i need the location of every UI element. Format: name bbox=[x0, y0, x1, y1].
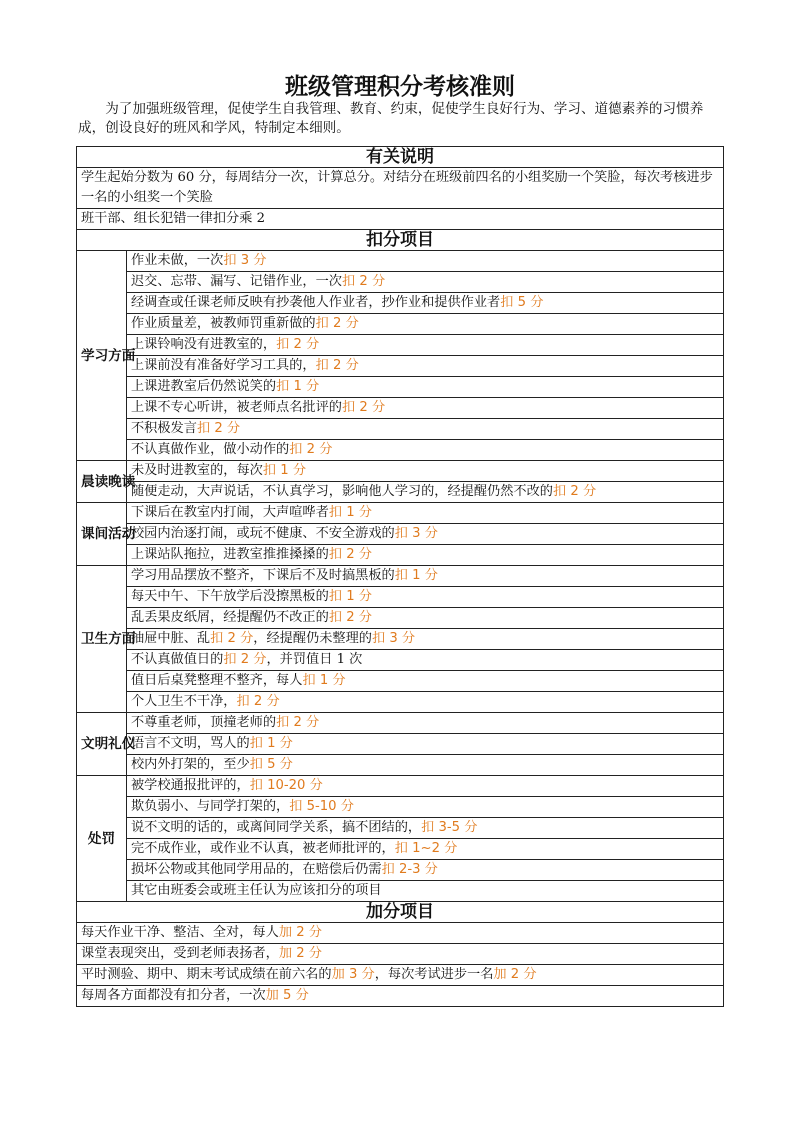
deduction-row bbox=[77, 713, 724, 734]
category-label: 课间活动 bbox=[77, 503, 127, 566]
rule-points: 扣 1 分 bbox=[328, 589, 372, 604]
rule-text: 作业未做，一次 bbox=[131, 253, 224, 268]
addition-rule bbox=[77, 923, 724, 944]
deduction-rule bbox=[127, 251, 724, 272]
rule-points: 扣 3 分 bbox=[394, 526, 438, 541]
rule-points: 扣 2 分 bbox=[276, 715, 320, 730]
addition-row bbox=[77, 965, 724, 986]
rule-points: 加 2 分 bbox=[278, 925, 322, 940]
rule-points: 扣 2 分 bbox=[342, 400, 386, 415]
rule-points: 扣 1 分 bbox=[302, 673, 346, 688]
rules-table bbox=[76, 146, 724, 1007]
rule-suffix: ，每次考试进步一名 bbox=[374, 967, 494, 982]
deduction-rule bbox=[127, 629, 724, 650]
deduction-rule bbox=[127, 650, 724, 671]
page-title: 班级管理积分考核准则 bbox=[285, 74, 515, 100]
rule-points: 扣 1~2 分 bbox=[394, 841, 458, 856]
deduction-row bbox=[77, 734, 724, 755]
deduction-row bbox=[77, 272, 724, 293]
rule-points: 扣 1 分 bbox=[262, 463, 307, 478]
rule-points-extra: 扣 3 分 bbox=[371, 631, 416, 646]
deduction-row bbox=[77, 566, 724, 587]
rule-text: 学习用品摆放不整齐，下课后不及时搞黑板的 bbox=[131, 568, 395, 583]
rule-text: 下课后在教室内打闹，大声喧哗者 bbox=[131, 505, 329, 520]
rule-points: 扣 2 分 bbox=[276, 337, 320, 352]
deduction-row bbox=[77, 881, 724, 902]
deduction-rule bbox=[127, 461, 724, 482]
deduction-rule bbox=[127, 377, 724, 398]
deduction-row bbox=[77, 377, 724, 398]
rule-text: 完不成作业，或作业不认真，被老师批评的， bbox=[131, 841, 395, 856]
deduction-rule bbox=[127, 818, 724, 839]
deduction-row bbox=[77, 860, 724, 881]
deduction-row bbox=[77, 797, 724, 818]
additions-header: 加分项目 bbox=[77, 902, 724, 923]
rule-points: 扣 2 分 bbox=[328, 547, 372, 562]
deduction-rule bbox=[127, 314, 724, 335]
rule-points: 扣 2 分 bbox=[223, 652, 267, 667]
deductions-header: 扣分项目 bbox=[77, 230, 724, 251]
note-text: 班干部、组长犯错一律扣分乘 2 bbox=[77, 209, 724, 230]
category-label: 处罚 bbox=[77, 776, 127, 902]
rule-points: 扣 2 分 bbox=[236, 694, 280, 709]
rule-text: 抽屉中脏、乱 bbox=[131, 631, 211, 646]
deduction-rule bbox=[127, 293, 724, 314]
deduction-row bbox=[77, 293, 724, 314]
deduction-rule bbox=[127, 482, 724, 503]
deduction-row bbox=[77, 482, 724, 503]
rule-text: 迟交、忘带、漏写、记错作业，一次 bbox=[131, 274, 342, 289]
rule-text: 经调查或任课老师反映有抄袭他人作业者，抄作业和提供作业者 bbox=[131, 295, 501, 310]
deduction-rule bbox=[127, 608, 724, 629]
category-label: 晨读晚读 bbox=[77, 461, 127, 503]
notes-header-row bbox=[77, 147, 724, 168]
rule-text: 课堂表现突出，受到老师表扬者， bbox=[81, 946, 279, 961]
addition-rule bbox=[77, 944, 724, 965]
rule-text: 作业质量差，被教师罚重新做的 bbox=[131, 316, 316, 331]
deduction-rule bbox=[127, 797, 724, 818]
intro-paragraph: 为了加强班级管理，促使学生自我管理、教育、约束，促使学生良好行为、学习、道德素养的习惯养成，创设良好的班风和学风，特制定本细则。 bbox=[78, 101, 704, 136]
rule-text: 不认真做作业，做小动作的 bbox=[131, 442, 290, 457]
deduction-rule bbox=[127, 272, 724, 293]
deduction-row bbox=[77, 503, 724, 524]
rule-text: 乱丢果皮纸屑，经提醒仍不改正的 bbox=[131, 610, 329, 625]
rule-text: 语言不文明，骂人的 bbox=[131, 736, 250, 751]
rule-text: 上课前没有准备好学习工具的， bbox=[131, 358, 316, 373]
rule-text: 平时测验、期中、期末考试成绩在前六名的 bbox=[81, 967, 332, 982]
rule-points: 加 3 分 bbox=[331, 967, 375, 982]
deduction-rule bbox=[127, 881, 724, 902]
rule-points: 扣 3-5 分 bbox=[421, 820, 478, 835]
rule-text: 损坏公物或其他同学用品的，在赔偿后仍需 bbox=[131, 862, 382, 877]
note-row bbox=[77, 168, 724, 209]
deduction-row bbox=[77, 587, 724, 608]
deduction-row bbox=[77, 671, 724, 692]
deduction-row bbox=[77, 440, 724, 461]
deduction-row bbox=[77, 314, 724, 335]
addition-row bbox=[77, 923, 724, 944]
rule-points: 扣 5-10 分 bbox=[289, 799, 354, 814]
rules-table-body bbox=[77, 147, 724, 1007]
addition-row bbox=[77, 986, 724, 1007]
rule-points: 扣 2 分 bbox=[315, 358, 359, 373]
deduction-rule bbox=[127, 419, 724, 440]
category-label: 卫生方面 bbox=[77, 566, 127, 713]
rule-points: 扣 2 分 bbox=[328, 610, 372, 625]
deduction-row bbox=[77, 776, 724, 797]
deduction-rule bbox=[127, 566, 724, 587]
addition-rule bbox=[77, 965, 724, 986]
rule-points: 扣 2 分 bbox=[342, 274, 386, 289]
rule-points: 扣 1 分 bbox=[276, 379, 320, 394]
rule-text: 每天中午、下午放学后没擦黑板的 bbox=[131, 589, 329, 604]
deduction-row bbox=[77, 755, 724, 776]
deduction-rule bbox=[127, 671, 724, 692]
rule-text: 上课站队拖拉，进教室推推搡搡的 bbox=[131, 547, 329, 562]
deduction-rule bbox=[127, 524, 724, 545]
deduction-row bbox=[77, 545, 724, 566]
rule-text: 个人卫生不干净， bbox=[131, 694, 237, 709]
deduction-row bbox=[77, 524, 724, 545]
deduction-row bbox=[77, 839, 724, 860]
rule-points: 扣 10-20 分 bbox=[249, 778, 323, 793]
deduction-row bbox=[77, 818, 724, 839]
deduction-rule bbox=[127, 503, 724, 524]
addition-rule bbox=[77, 986, 724, 1007]
deduction-rule bbox=[127, 734, 724, 755]
rule-points: 扣 2 分 bbox=[289, 442, 333, 457]
deduction-rule bbox=[127, 545, 724, 566]
deduction-rule bbox=[127, 335, 724, 356]
rule-text: 每天作业干净、整洁、全对，每人 bbox=[81, 925, 279, 940]
deduction-rule bbox=[127, 755, 724, 776]
rule-text: 校内外打架的，至少 bbox=[131, 757, 250, 772]
rule-points: 扣 2-3 分 bbox=[381, 862, 438, 877]
rule-text: 上课不专心听讲，被老师点名批评的 bbox=[131, 400, 342, 415]
rule-text: 不尊重老师，顶撞老师的 bbox=[131, 715, 277, 730]
deduction-row bbox=[77, 398, 724, 419]
rule-points: 扣 2 分 bbox=[210, 631, 254, 646]
rule-text: 说不文明的话的，或离间同学关系，搞不团结的， bbox=[131, 820, 422, 835]
rule-points: 扣 5 分 bbox=[249, 757, 293, 772]
rule-text: 随便走动，大声说话，不认真学习，影响他人学习的，经提醒仍然不改的 bbox=[131, 484, 553, 499]
rule-points: 加 5 分 bbox=[265, 988, 309, 1003]
rule-points: 扣 1 分 bbox=[394, 568, 438, 583]
deduction-rule bbox=[127, 713, 724, 734]
rule-text: 上课铃响没有进教室的， bbox=[131, 337, 277, 352]
deduction-row bbox=[77, 629, 724, 650]
rule-text: 上课进教室后仍然说笑的 bbox=[131, 379, 277, 394]
category-label: 文明礼仪 bbox=[77, 713, 127, 776]
rule-text: 被学校通报批评的， bbox=[131, 778, 250, 793]
rule-points: 扣 2 分 bbox=[196, 421, 241, 436]
deduction-rule bbox=[127, 440, 724, 461]
rule-text: 其它由班委会或班主任认为应该扣分的项目 bbox=[131, 883, 382, 898]
rule-text: 校园内治逐打闹，或玩不健康、不安全游戏的 bbox=[131, 526, 395, 541]
rule-suffix: ，并罚值日 1 次 bbox=[266, 652, 363, 667]
deduction-row bbox=[77, 419, 724, 440]
rule-points: 加 2 分 bbox=[278, 946, 322, 961]
deduction-rule bbox=[127, 398, 724, 419]
deduction-row bbox=[77, 650, 724, 671]
rule-text: 每周各方面都没有扣分者，一次 bbox=[81, 988, 266, 1003]
deduction-row bbox=[77, 692, 724, 713]
rule-points-extra: 加 2 分 bbox=[493, 967, 537, 982]
category-label: 学习方面 bbox=[77, 251, 127, 461]
deduction-row bbox=[77, 335, 724, 356]
rule-text: 未及时进教室的，每次 bbox=[131, 463, 263, 478]
note-row bbox=[77, 209, 724, 230]
additions-header-row bbox=[77, 902, 724, 923]
rule-points: 扣 2 分 bbox=[553, 484, 597, 499]
deductions-header-row bbox=[77, 230, 724, 251]
deduction-row bbox=[77, 608, 724, 629]
rule-text: 不认真做值日的 bbox=[131, 652, 224, 667]
rule-suffix: ，经提醒仍未整理的 bbox=[253, 631, 372, 646]
deduction-rule bbox=[127, 692, 724, 713]
rule-text: 欺负弱小、与同学打架的， bbox=[131, 799, 290, 814]
deduction-rule bbox=[127, 776, 724, 797]
deduction-row bbox=[77, 356, 724, 377]
deduction-rule bbox=[127, 839, 724, 860]
deduction-row bbox=[77, 251, 724, 272]
rule-points: 扣 2 分 bbox=[315, 316, 359, 331]
deduction-rule bbox=[127, 860, 724, 881]
rule-points: 扣 3 分 bbox=[223, 253, 267, 268]
deduction-rule bbox=[127, 587, 724, 608]
rule-points: 扣 5 分 bbox=[500, 295, 544, 310]
rule-text: 值日后桌凳整理不整齐，每人 bbox=[131, 673, 303, 688]
deduction-row bbox=[77, 461, 724, 482]
notes-header: 有关说明 bbox=[77, 147, 724, 168]
rule-text: 不积极发言 bbox=[131, 421, 197, 436]
note-text: 学生起始分数为 60 分，每周结分一次，计算总分。对结分在班级前四名的小组奖励一个笑脸，每次考核进步一名的小组奖一个笑脸 bbox=[77, 168, 724, 209]
rule-points: 扣 1 分 bbox=[249, 736, 293, 751]
rule-points: 扣 1 分 bbox=[328, 505, 372, 520]
addition-row bbox=[77, 944, 724, 965]
deduction-rule bbox=[127, 356, 724, 377]
